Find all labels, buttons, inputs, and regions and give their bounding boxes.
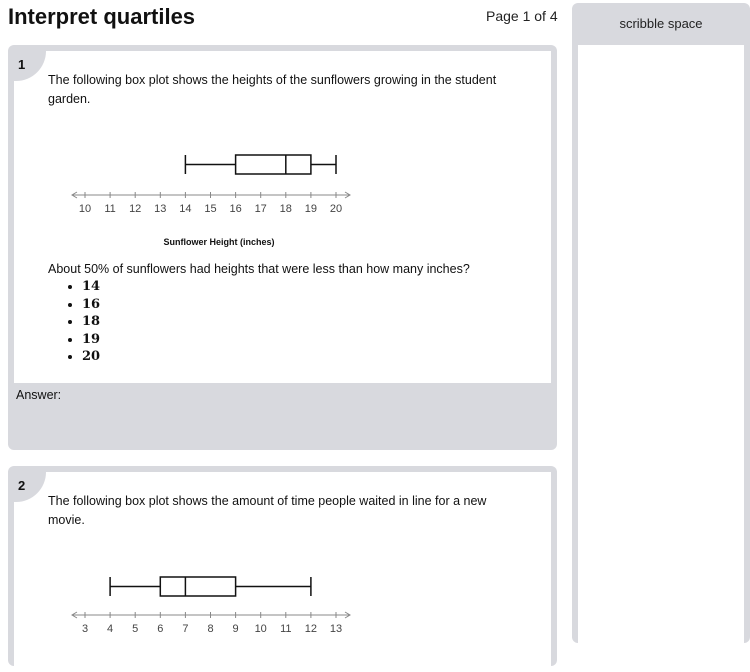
tick-label: 17 [254, 203, 267, 215]
tick-label: 20 [329, 203, 343, 215]
question-card-2 [8, 466, 557, 666]
tick-label: 5 [132, 623, 139, 635]
tick-label: 10 [254, 623, 267, 635]
question-text: The following box plot shows the amount of time people waited in line for a new movie. [48, 494, 487, 527]
answer-options [64, 278, 100, 366]
tick-label: 14 [179, 203, 192, 215]
option: • 16 [82, 296, 100, 314]
question-body [14, 51, 551, 383]
axis-label: Sunflower Height (inches) [163, 237, 275, 247]
iqr-box [236, 155, 311, 174]
tick-label: 16 [229, 203, 242, 215]
tick-label: 12 [129, 203, 142, 215]
tick-label: 9 [232, 623, 239, 635]
answer-label: Answer: [16, 388, 62, 402]
option: • 19 [82, 331, 100, 349]
tick-label: 15 [204, 203, 217, 215]
scribble-area[interactable] [578, 45, 744, 643]
option: • 20 [82, 348, 100, 366]
tick-label: 4 [107, 623, 114, 635]
option: • 14 [82, 278, 100, 296]
question-card-1 [8, 45, 557, 450]
tick-label: 19 [304, 203, 318, 215]
tick-label: 12 [304, 623, 318, 635]
page-indicator: Page 1 of 4 [486, 8, 558, 24]
tick-label: 13 [154, 203, 167, 215]
scribble-panel [572, 3, 750, 643]
tick-label: 11 [104, 203, 116, 215]
tick-label: 18 [279, 203, 292, 215]
question-body [14, 472, 551, 672]
question-prompt: About 50% of sunflowers had heights that were less than how many inches? [48, 262, 470, 276]
tick-label: 8 [207, 623, 214, 635]
question-text: The following box plot shows the heights of the sunflowers growing in the student garden. [48, 73, 497, 106]
scribble-label: scribble space [619, 16, 703, 31]
answer-area[interactable] [8, 383, 557, 450]
question-number: 2 [14, 472, 46, 502]
option: • 18 [82, 313, 100, 331]
tick-label: 10 [78, 203, 92, 215]
box-plot [14, 472, 551, 672]
tick-label: 13 [329, 623, 343, 635]
box-plot [14, 51, 551, 251]
tick-label: 7 [182, 623, 189, 635]
tick-label: 6 [157, 623, 164, 635]
worksheet-title: Interpret quartiles [8, 4, 196, 29]
tick-label: 3 [81, 623, 89, 635]
question-number: 1 [14, 51, 46, 81]
tick-label: 11 [280, 623, 292, 635]
iqr-box [160, 577, 235, 596]
